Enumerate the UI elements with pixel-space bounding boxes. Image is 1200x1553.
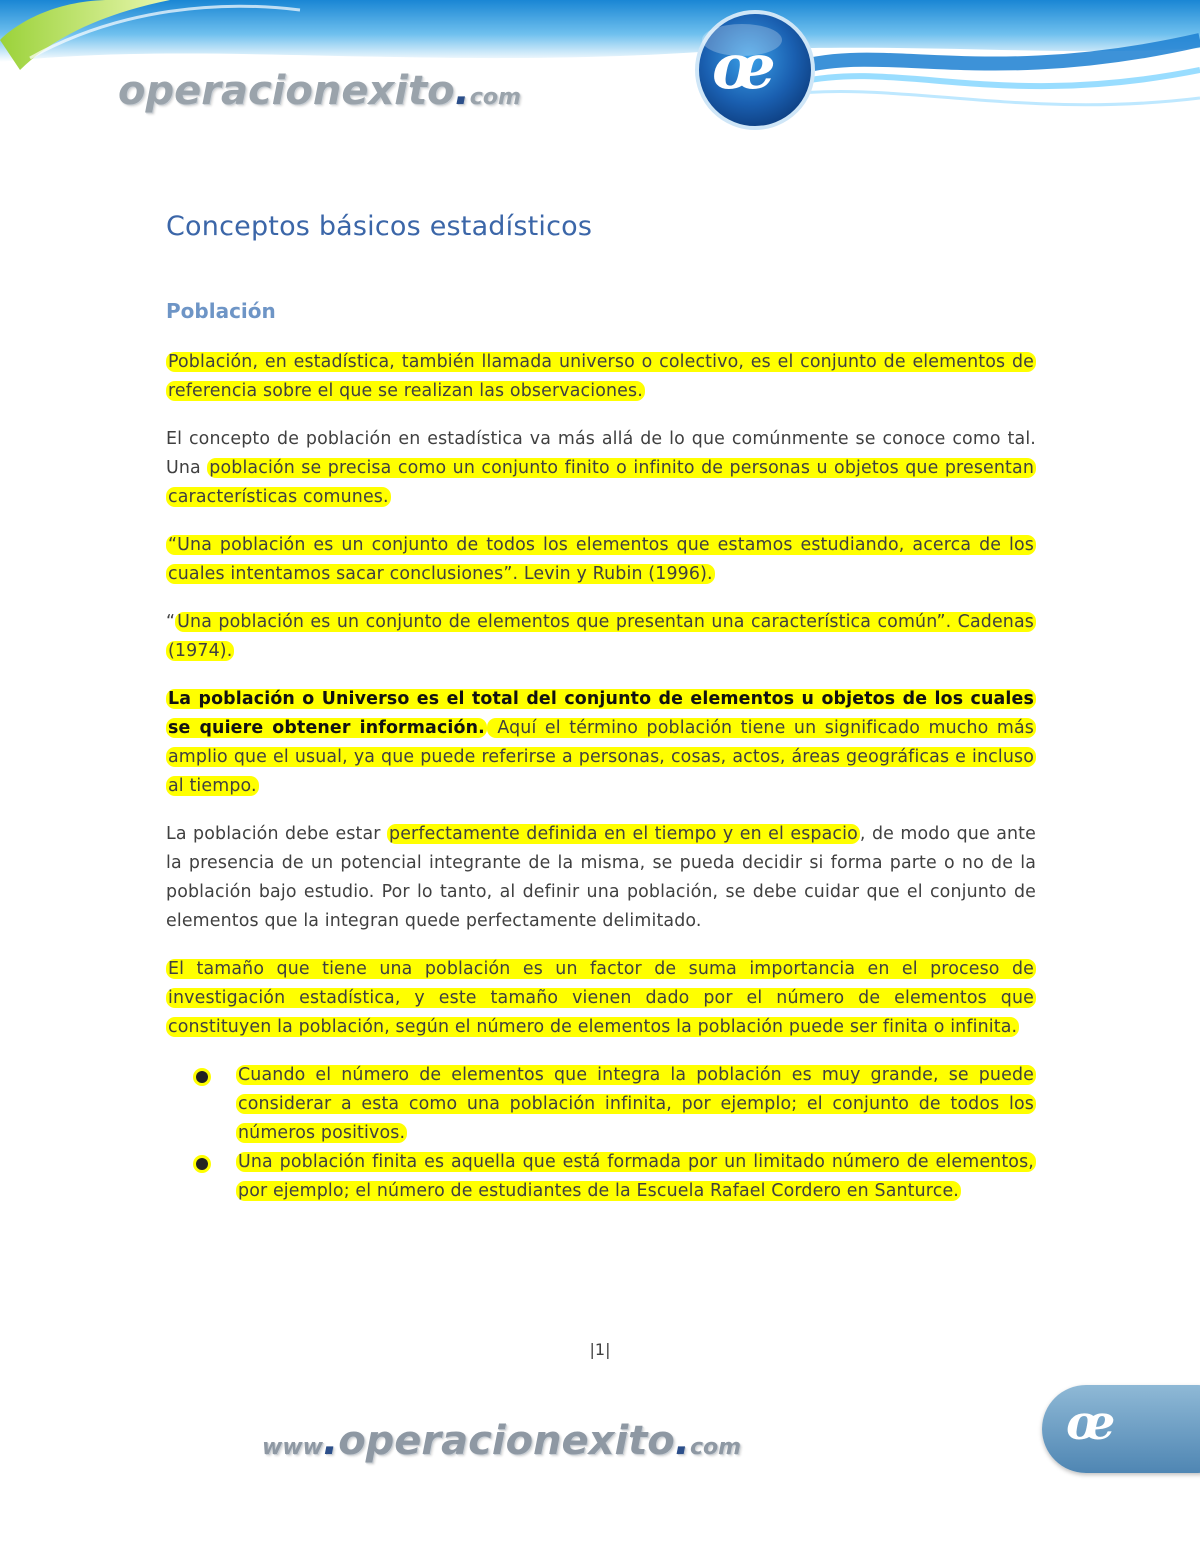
document-body	[166, 200, 1036, 1206]
bullet-icon	[196, 1158, 208, 1170]
highlight: Cuando el número de elementos que integra la población es muy grande, se puede considerar a esta como una población infinita, por ejemplo; el conjunto de todos los números positivos.	[238, 1065, 1034, 1143]
url-prefix: www	[262, 1435, 323, 1460]
paragraph-universe	[166, 685, 1036, 801]
footer-logo-badge	[1042, 1385, 1200, 1473]
brand-name: operacionexito	[118, 68, 455, 114]
paragraph-concept	[166, 425, 1036, 512]
brand-dot: .	[454, 68, 470, 114]
document-title: Conceptos básicos estadísticos	[166, 211, 593, 242]
highlight: Población, en estadística, también llamada universo o colectivo, es el conjunto de elementos de referencia sobre el que se realizan las observaciones.	[168, 352, 1034, 401]
url-name: operacionexito	[338, 1418, 675, 1464]
bullet-list	[166, 1061, 1036, 1206]
paragraph-definition-time-space	[166, 820, 1036, 936]
paragraph-size	[166, 955, 1036, 1042]
footer-logo-glyph: œ	[1066, 1395, 1116, 1451]
bold-highlight: La población o Universo es el total del conjunto de elementos u objetos de los cuales se quiere obtener información.	[168, 689, 1034, 738]
footer-url	[262, 1418, 741, 1464]
brand-suffix: com	[469, 85, 521, 110]
url-dot: .	[674, 1418, 690, 1464]
url-suffix: com	[689, 1435, 742, 1460]
highlight: perfectamente definida en el tiempo y en el espacio	[389, 824, 858, 844]
page-number: |1|	[589, 1340, 611, 1359]
highlight: población se precisa como un conjunto finito o infinito de personas u objetos que presentan características comunes.	[168, 458, 1034, 507]
logo-glyph: œ	[712, 30, 776, 103]
highlight: Aquí el término población tiene un significado mucho más amplio que el usual, ya que puede referirse a personas, cosas, actos, áreas geográficas e incluso al tiempo.	[168, 718, 1035, 796]
list-item	[166, 1148, 1036, 1206]
bullet-icon	[196, 1071, 208, 1083]
section-title: Población	[166, 299, 276, 323]
paragraph-quote-cadenas	[166, 608, 1036, 666]
highlight: El tamaño que tiene una población es un factor de suma importancia en el proceso de investigación estadística, y este tamaño vienen dado por el número de elementos que constituyen la población, según el número de elementos la población puede ser finita o infinita.	[168, 959, 1034, 1037]
page-header	[0, 0, 1200, 150]
plain-text: La población debe estar	[166, 824, 387, 844]
highlight: Una población finita es aquella que está formada por un limitado número de elementos, por ejemplo; el número de estudiantes de la Escuela Rafael Cordero en Santurce.	[238, 1152, 1034, 1201]
plain-text: , de modo que ante la presencia de un potencial integrante de la misma, se pueda decidir si forma parte o no de la población bajo estudio. Por lo tanto, al definir una población, se debe cuidar que el conjunto de elementos que la integran quede perfectamente delimitado.	[166, 824, 1037, 931]
paragraph-definition	[166, 348, 1036, 406]
brand-wordmark	[118, 68, 521, 114]
highlight: Una población es un conjunto de elementos que presentan una característica común”. Cadenas (1974).	[168, 612, 1034, 661]
plain-text: “	[166, 612, 176, 632]
highlight: “Una población es un conjunto de todos los elementos que estamos estudiando, acerca de los cuales intentamos sacar conclusiones”. Levin y Rubin (1996).	[168, 535, 1034, 584]
url-dot: .	[322, 1418, 339, 1464]
plain-text: El concepto de población en estadística va más allá de lo que comúnmente se conoce como tal. Una	[166, 429, 1036, 478]
list-item	[166, 1061, 1036, 1148]
paragraph-quote-levin-rubin	[166, 531, 1036, 589]
